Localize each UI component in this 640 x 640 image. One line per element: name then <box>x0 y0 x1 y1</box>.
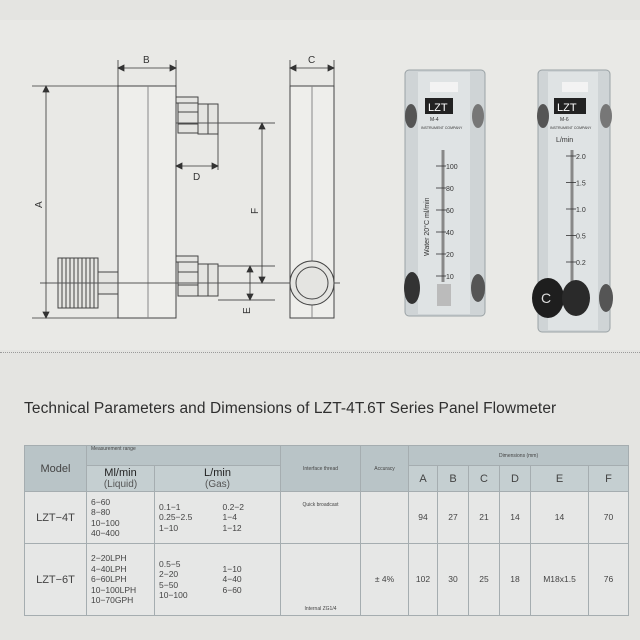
dimension-drawing <box>0 20 640 350</box>
header-dimensions: Dimensions (mm) <box>409 446 629 466</box>
row-dim-d: 18 <box>500 544 531 616</box>
row-model: LZT−4T <box>25 492 87 544</box>
flowmeter-2-scale-label: L/min <box>556 137 574 144</box>
flowmeter-1-tick-label: 100 <box>446 164 458 171</box>
row-gas-range-1: 0.1−1 0.25−2.5 1−10 <box>155 492 219 544</box>
flowmeter-1-maker: INSTRUMENT COMPANY <box>421 126 463 130</box>
flowmeter-photo-lzt-6t <box>532 70 613 332</box>
table-row <box>25 492 629 544</box>
row-gas-range-1: 0.5−5 2−20 5−50 10−100 <box>155 544 219 616</box>
header-dim-d: D <box>500 466 531 492</box>
row-gas-range-2: 1−10 4−40 6−60 <box>219 544 281 616</box>
flowmeter-1-tick-label: 60 <box>446 208 454 215</box>
svg-text:C: C <box>541 290 552 306</box>
header-dim-a: A <box>409 466 438 492</box>
flowmeter-2-tick-label: 0.5 <box>576 233 586 241</box>
row-accuracy: ± 4% <box>361 544 409 616</box>
header-liquid: Ml/min (Liquid) <box>87 466 155 492</box>
header-dim-c: C <box>469 466 500 492</box>
flowmeter-1-tick-label: 80 <box>446 186 454 193</box>
flowmeter-1-tick-label: 40 <box>446 230 454 237</box>
dimension-label-d: D <box>193 172 201 183</box>
dimension-label-a: A <box>34 201 45 208</box>
row-dim-d: 14 <box>500 492 531 544</box>
flowmeter-1-brand: LZT <box>428 102 448 114</box>
header-model: Model <box>25 446 87 492</box>
header-dim-e: E <box>531 466 589 492</box>
row-dim-e: M18x1.5 <box>531 544 589 616</box>
section-divider <box>0 352 640 354</box>
header-interface-thread: Interface thread <box>281 446 361 492</box>
row-dim-c: 21 <box>469 492 500 544</box>
row-liquid-range: 2−20LPH 4−40LPH 6−60LPH 10−100LPH 10−70GPH <box>87 544 155 616</box>
header-accuracy: Accuracy <box>361 446 409 492</box>
row-dim-f: 76 <box>589 544 629 616</box>
flowmeter-1-scale-label: Water 20°C ml/min <box>424 197 431 256</box>
parameters-table <box>24 445 629 616</box>
dimension-label-c: C <box>308 55 316 66</box>
flowmeter-1-tick-label: 10 <box>446 274 454 281</box>
flowmeter-1-model: M-4 <box>430 117 439 123</box>
side-view <box>290 86 334 318</box>
dimension-label-f: F <box>250 207 261 214</box>
row-interface: Quick broadcast <box>281 492 361 544</box>
flowmeter-2-maker: INSTRUMENT COMPANY <box>550 126 592 130</box>
document-title: Technical Parameters and Dimensions of LZT-4T.6T Series Panel Flowmeter <box>24 400 557 417</box>
row-dim-a: 102 <box>409 544 438 616</box>
row-dim-c: 25 <box>469 544 500 616</box>
row-accuracy <box>361 492 409 544</box>
technical-drawing-area <box>0 20 640 350</box>
header-dim-f: F <box>589 466 629 492</box>
dimension-label-e: E <box>242 307 253 314</box>
flowmeter-2-brand: LZT <box>557 102 577 114</box>
header-measurement-range: Measurement range <box>87 446 281 466</box>
flowmeter-2-tick-label: 2.0 <box>576 154 586 161</box>
row-gas-range-2: 0.2−2 1−4 1−12 <box>219 492 281 544</box>
row-liquid-range: 6−60 8−80 10−100 40−400 <box>87 492 155 544</box>
flowmeter-2-tick-label: 0.2 <box>576 260 586 267</box>
table-row <box>25 544 629 616</box>
row-dim-f: 70 <box>589 492 629 544</box>
row-dim-b: 30 <box>438 544 469 616</box>
dimension-label-b: B <box>143 55 150 66</box>
row-dim-b: 27 <box>438 492 469 544</box>
flowmeter-2-tick-label: 1.0 <box>576 207 586 214</box>
flowmeter-2-tick-label: 1.5 <box>576 180 586 188</box>
row-interface: Internal ZG1/4 <box>281 544 361 616</box>
row-model: LZT−6T <box>25 544 87 616</box>
row-dim-e: 14 <box>531 492 589 544</box>
header-dim-b: B <box>438 466 469 492</box>
flowmeter-1-tick-label: 20 <box>446 252 454 259</box>
flowmeter-2-model: M-6 <box>560 117 569 123</box>
flowmeter-photo-lzt-4t <box>404 70 485 316</box>
row-dim-a: 94 <box>409 492 438 544</box>
header-gas: L/min (Gas) <box>155 466 281 492</box>
